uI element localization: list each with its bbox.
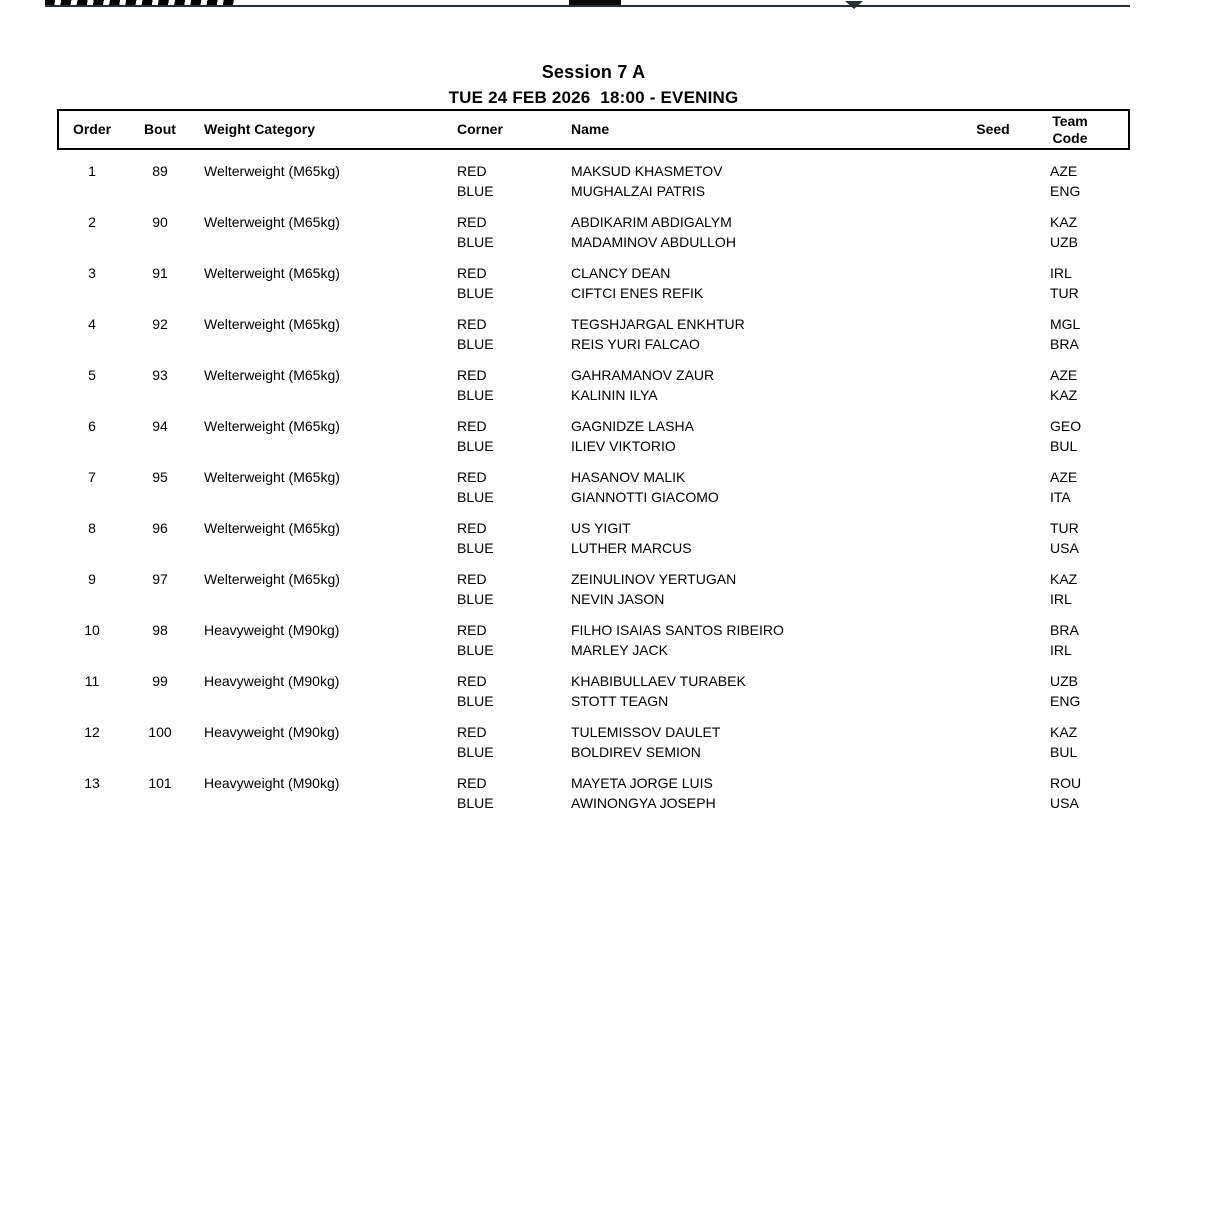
order-cell: 1 (88, 163, 96, 179)
weight-category-cell: Welterweight (M65kg) (204, 265, 340, 281)
red-team-code: AZE (1050, 469, 1078, 485)
corner-cell (457, 773, 494, 813)
corner-cell (457, 569, 494, 609)
red-team-code: ROU (1050, 775, 1082, 791)
blue-team-code: USA (1050, 540, 1079, 556)
team-code-cell (1050, 671, 1080, 711)
weight-category-cell: Welterweight (M65kg) (204, 571, 340, 587)
blue-corner-label: BLUE (457, 642, 494, 658)
blue-boxer-name: MADAMINOV ABDULLOH (571, 234, 736, 250)
blue-team-code: IRL (1050, 642, 1072, 658)
red-boxer-name: TEGSHJARGAL ENKHTUR (571, 316, 745, 332)
blue-team-code: BUL (1050, 744, 1078, 760)
blue-team-code: USA (1050, 795, 1079, 811)
bout-number-cell: 92 (152, 316, 168, 332)
blue-corner-label: BLUE (457, 489, 494, 505)
name-cell (571, 416, 694, 456)
table-rows (59, 161, 1128, 824)
bout-number-cell: 101 (148, 775, 172, 791)
weight-category-cell: Heavyweight (M90kg) (204, 673, 340, 689)
blue-boxer-name: CIFTCI ENES REFIK (571, 285, 704, 301)
weight-category-cell: Welterweight (M65kg) (204, 367, 340, 383)
red-corner-label: RED (457, 724, 487, 740)
table-row (59, 365, 1128, 416)
blue-boxer-name: REIS YURI FALCAO (571, 336, 700, 352)
table-row (59, 212, 1128, 263)
weight-category-cell: Welterweight (M65kg) (204, 469, 340, 485)
blue-boxer-name: AWINONGYA JOSEPH (571, 795, 716, 811)
corner-cell (457, 161, 494, 201)
blue-team-code: UZB (1050, 234, 1078, 250)
red-corner-label: RED (457, 469, 487, 485)
red-boxer-name: KHABIBULLAEV TURABEK (571, 673, 746, 689)
red-boxer-name: GAGNIDZE LASHA (571, 418, 694, 434)
blue-corner-label: BLUE (457, 234, 494, 250)
cutoff-emblem-icon (845, 1, 863, 9)
red-corner-label: RED (457, 163, 487, 179)
name-cell (571, 773, 716, 813)
weight-category-cell: Welterweight (M65kg) (204, 214, 340, 230)
order-cell: 3 (88, 265, 96, 281)
cutoff-center-mark (569, 0, 621, 5)
red-team-code: AZE (1050, 367, 1078, 383)
weight-category-cell: Welterweight (M65kg) (204, 418, 340, 434)
table-row (59, 161, 1128, 212)
name-cell (571, 620, 784, 660)
red-team-code: KAZ (1050, 214, 1078, 230)
table-row (59, 467, 1128, 518)
team-code-cell (1050, 263, 1079, 303)
table-row (59, 773, 1128, 824)
blue-boxer-name: KALININ ILYA (571, 387, 658, 403)
blue-team-code: BRA (1050, 336, 1079, 352)
order-cell: 6 (88, 418, 96, 434)
name-cell (571, 365, 714, 405)
red-team-code: GEO (1050, 418, 1082, 434)
red-boxer-name: TULEMISSOV DAULET (571, 724, 721, 740)
blue-team-code: KAZ (1050, 387, 1078, 403)
blue-boxer-name: STOTT TEAGN (571, 693, 669, 709)
blue-corner-label: BLUE (457, 183, 494, 199)
header-rule (45, 5, 1130, 7)
team-code-cell (1050, 773, 1081, 813)
blue-team-code: ENG (1050, 693, 1081, 709)
red-boxer-name: FILHO ISAIAS SANTOS RIBEIRO (571, 622, 784, 638)
weight-category-cell: Welterweight (M65kg) (204, 163, 340, 179)
corner-cell (457, 518, 494, 558)
blue-boxer-name: LUTHER MARCUS (571, 540, 692, 556)
team-code-cell (1050, 569, 1077, 609)
team-code-cell (1050, 416, 1081, 456)
table-row (59, 263, 1128, 314)
order-cell: 2 (88, 214, 96, 230)
blue-team-code: IRL (1050, 591, 1072, 607)
order-cell: 11 (84, 673, 100, 689)
red-team-code: UZB (1050, 673, 1078, 689)
team-code-cell (1050, 314, 1080, 354)
bout-number-cell: 96 (152, 520, 168, 536)
blue-corner-label: BLUE (457, 591, 494, 607)
red-team-code: KAZ (1050, 724, 1078, 740)
bout-number-cell: 94 (152, 418, 168, 434)
blue-corner-label: BLUE (457, 540, 494, 556)
name-cell (571, 314, 745, 354)
blue-corner-label: BLUE (457, 744, 494, 760)
bout-number-cell: 91 (152, 265, 168, 281)
table-row (59, 569, 1128, 620)
red-boxer-name: MAYETA JORGE LUIS (571, 775, 713, 791)
red-corner-label: RED (457, 775, 487, 791)
red-corner-label: RED (457, 520, 487, 536)
team-code-cell (1050, 212, 1078, 252)
red-boxer-name: ABDIKARIM ABDIGALYM (571, 214, 732, 230)
red-team-code: TUR (1050, 520, 1079, 536)
session-title: Session 7 A (541, 62, 646, 82)
bout-number-cell: 98 (152, 622, 168, 638)
red-boxer-name: US YIGIT (571, 520, 631, 536)
red-corner-label: RED (457, 418, 487, 434)
order-cell: 4 (88, 316, 96, 332)
name-cell (571, 671, 746, 711)
red-corner-label: RED (457, 622, 487, 638)
corner-cell (457, 212, 494, 252)
blue-corner-label: BLUE (457, 387, 494, 403)
red-team-code: AZE (1050, 163, 1078, 179)
table-row (59, 722, 1128, 773)
name-cell (571, 518, 692, 558)
name-cell (571, 161, 722, 201)
red-corner-label: RED (457, 265, 487, 281)
order-cell: 8 (88, 520, 96, 536)
team-code-cell (1050, 161, 1080, 201)
blue-corner-label: BLUE (457, 693, 494, 709)
table-row (59, 620, 1128, 671)
team-code-cell (1050, 620, 1079, 660)
corner-cell (457, 722, 494, 762)
blue-boxer-name: BOLDIREV SEMION (571, 744, 701, 760)
red-boxer-name: ZEINULINOV YERTUGAN (571, 571, 737, 587)
table-row (59, 314, 1128, 365)
column-header-bout: Bout (144, 121, 176, 137)
red-corner-label: RED (457, 367, 487, 383)
name-cell (571, 722, 720, 762)
order-cell: 12 (84, 724, 100, 740)
blue-boxer-name: ILIEV VIKTORIO (571, 438, 676, 454)
blue-team-code: ITA (1050, 489, 1071, 505)
red-corner-label: RED (457, 673, 487, 689)
order-cell: 9 (88, 571, 96, 587)
bout-number-cell: 100 (148, 724, 172, 740)
column-header-team-code-line1: Team (1052, 113, 1088, 129)
bout-number-cell: 97 (152, 571, 168, 587)
table-row (59, 518, 1128, 569)
red-boxer-name: GAHRAMANOV ZAUR (571, 367, 715, 383)
corner-cell (457, 314, 494, 354)
blue-corner-label: BLUE (457, 795, 494, 811)
team-code-cell (1050, 365, 1077, 405)
corner-cell (457, 671, 494, 711)
blue-team-code: BUL (1050, 438, 1078, 454)
order-cell: 10 (84, 622, 100, 638)
column-header-order: Order (72, 121, 112, 137)
bout-number-cell: 95 (152, 469, 168, 485)
bout-number-cell: 90 (152, 214, 168, 230)
blue-team-code: ENG (1050, 183, 1081, 199)
red-team-code: MGL (1050, 316, 1081, 332)
team-code-cell (1050, 518, 1079, 558)
weight-category-cell: Heavyweight (M90kg) (204, 775, 340, 791)
blue-boxer-name: MARLEY JACK (571, 642, 668, 658)
weight-category-cell: Heavyweight (M90kg) (204, 622, 340, 638)
corner-cell (457, 416, 494, 456)
column-header-name: Name (571, 121, 610, 137)
table-row (59, 671, 1128, 722)
blue-corner-label: BLUE (457, 285, 494, 301)
blue-boxer-name: GIANNOTTI GIACOMO (571, 489, 719, 505)
red-team-code: IRL (1050, 265, 1072, 281)
corner-cell (457, 365, 494, 405)
red-team-code: BRA (1050, 622, 1079, 638)
column-header-corner: Corner (457, 121, 503, 137)
team-code-cell (1050, 467, 1077, 507)
session-datetime: TUE 24 FEB 2026 18:00 - EVENING (448, 88, 739, 107)
blue-corner-label: BLUE (457, 336, 494, 352)
name-cell (571, 263, 703, 303)
order-cell: 7 (88, 469, 96, 485)
blue-boxer-name: NEVIN JASON (571, 591, 665, 607)
weight-category-cell: Welterweight (M65kg) (204, 316, 340, 332)
name-cell (571, 569, 736, 609)
bout-number-cell: 89 (152, 163, 168, 179)
blue-corner-label: BLUE (457, 438, 494, 454)
red-team-code: KAZ (1050, 571, 1078, 587)
name-cell (571, 467, 719, 507)
red-boxer-name: MAKSUD KHASMETOV (571, 163, 723, 179)
bout-number-cell: 99 (152, 673, 168, 689)
column-header-team-code-line2: Code (1052, 130, 1088, 146)
table-header (57, 109, 1130, 150)
order-cell: 5 (88, 367, 96, 383)
blue-team-code: TUR (1050, 285, 1079, 301)
corner-cell (457, 467, 494, 507)
session-title-block (57, 59, 1130, 111)
column-header-seed: Seed (976, 121, 1010, 137)
corner-cell (457, 620, 494, 660)
blue-boxer-name: MUGHALZAI PATRIS (571, 183, 706, 199)
red-corner-label: RED (457, 316, 487, 332)
red-corner-label: RED (457, 571, 487, 587)
weight-category-cell: Heavyweight (M90kg) (204, 724, 340, 740)
weight-category-cell: Welterweight (M65kg) (204, 520, 340, 536)
red-boxer-name: CLANCY DEAN (571, 265, 671, 281)
bout-number-cell: 93 (152, 367, 168, 383)
name-cell (571, 212, 736, 252)
table-row (59, 416, 1128, 467)
order-cell: 13 (84, 775, 100, 791)
column-header-weight: Weight Category (204, 121, 315, 137)
team-code-cell (1050, 722, 1077, 762)
red-corner-label: RED (457, 214, 487, 230)
column-header-team-code (1010, 111, 1130, 147)
red-boxer-name: HASANOV MALIK (571, 469, 686, 485)
corner-cell (457, 263, 494, 303)
